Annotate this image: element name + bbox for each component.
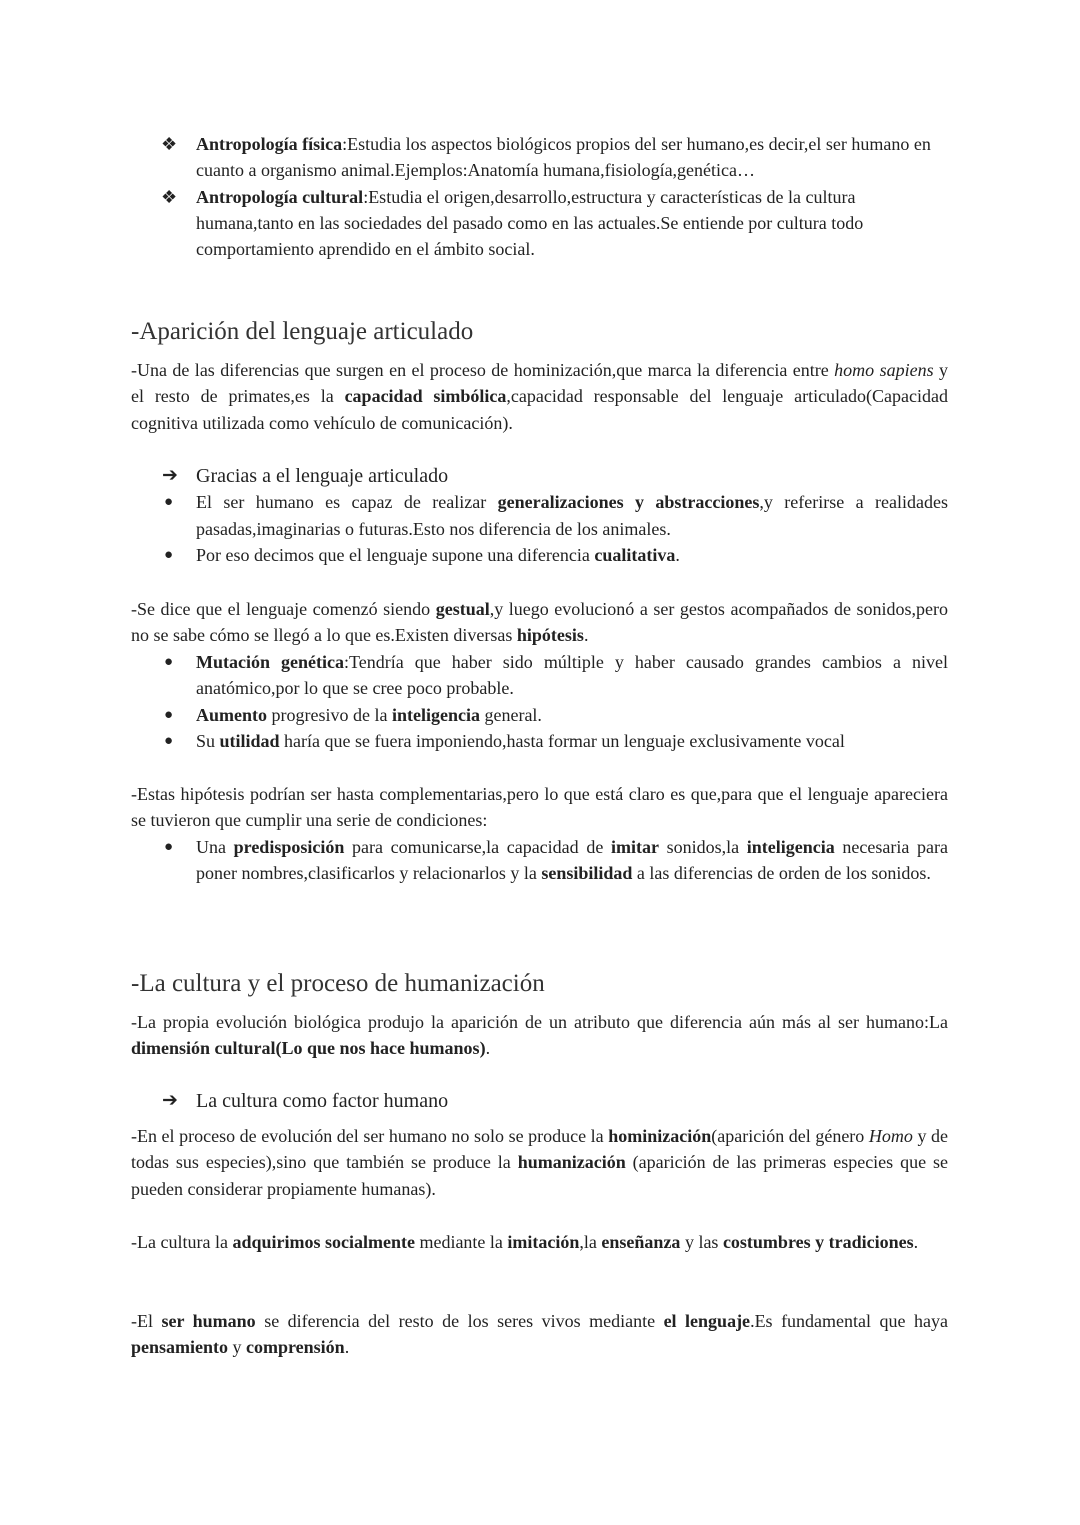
language-list xyxy=(162,463,948,568)
culture-list xyxy=(162,1088,948,1114)
bullet-icon: ● xyxy=(164,839,174,855)
diamond-bullet-icon: ❖ xyxy=(161,186,178,207)
paragraph: -Estas hipótesis podrían ser hasta complementarias,pero lo que está claro es que,para que el lenguaje apareciera se tuvieron que cumplir una serie de condiciones: xyxy=(131,784,948,831)
bullet-icon: ● xyxy=(164,706,174,723)
list-item xyxy=(161,184,948,263)
paragraph: -La cultura la adquirimos socialmente mediante la imitación,la enseñanza y las costumbres y tradiciones. xyxy=(131,1232,919,1252)
bullet-icon: ● xyxy=(164,546,174,563)
hypotheses-list xyxy=(164,649,948,754)
bullet-icon: ● xyxy=(164,654,174,670)
term: Antropología cultural xyxy=(196,186,364,207)
paragraph: -En el proceso de evolución del ser humano no solo se produce la hominización(aparición del género Homo y de todas sus especies),sino que también se produce la humanización (aparición de las primeras especies que se pueden considerar propiamente humanas). xyxy=(131,1126,948,1199)
conditions-list xyxy=(164,834,948,887)
term: Antropología física xyxy=(196,134,343,154)
definition: :Estudia el origen,desarrollo,estructura y características de la cultura humana,tanto en las sociedades del pasado como en las actuales.Se entiende por cultura todo comportamiento aprendido en el ámbito social. xyxy=(196,186,864,260)
list-item: ➔ Gracias a el lenguaje articulado xyxy=(196,463,948,489)
arrow-bullet-icon: ➔ xyxy=(162,465,178,486)
section-heading: -La cultura y el proceso de humanización xyxy=(131,970,545,997)
paragraph: -Se dice que el lenguaje comenzó siendo gestual,y luego evolucionó a ser gestos acompañados de sonidos,pero no se sabe cómo se llegó a lo que es.Existen diversas hipótesis. xyxy=(131,599,948,646)
list-item xyxy=(161,131,948,184)
definition: :Estudia los aspectos biológicos propios del ser humano,es decir,el ser humano en cuanto a organismo animal.Ejemplos:Anatomía humana,fisiología,genética… xyxy=(196,134,931,181)
list-item: ● Por eso decimos que el lenguaje supone una diferencia cualitativa. xyxy=(196,542,948,568)
list-item: ● El ser humano es capaz de realizar generalizaciones y abstracciones,y referirse a realidades pasadas,imaginarias o futuras.Esto nos diferencia de los animales. xyxy=(196,489,948,542)
list-item: ● Su utilidad haría que se fuera imponiendo,hasta formar un lenguaje exclusivamente vocal xyxy=(196,728,948,754)
bullet-icon: ● xyxy=(164,732,174,749)
arrow-bullet-icon: ➔ xyxy=(162,1090,178,1111)
paragraph: -Una de las diferencias que surgen en el proceso de hominización,que marca la diferencia entre homo sapiens y el resto de primates,es la capacidad simbólica,capacidad responsable del lenguaje articulado(Capacidad cognitiva utilizada como vehículo de comunicación). xyxy=(131,360,949,433)
list-item: ● Mutación genética:Tendría que haber sido múltiple y haber causado grandes cambios a nivel anatómico,por lo que se cree poco probable. xyxy=(196,649,948,702)
bullet-icon: ● xyxy=(164,494,174,511)
paragraph: -La propia evolución biológica produjo la aparición de un atributo que diferencia aún más al ser humano:La dimensión cultural(Lo que nos hace humanos). xyxy=(131,1012,948,1059)
list-item: ● Una predisposición para comunicarse,la capacidad de imitar sonidos,la inteligencia necesaria para poner nombres,clasificarlos y relacionarlos y la sensibilidad a las diferencias de orden de los sonidos. xyxy=(196,834,948,887)
list-item: ● Aumento progresivo de la inteligencia general. xyxy=(196,702,948,728)
anthropology-list xyxy=(161,131,948,262)
section-heading: -Aparición del lenguaje articulado xyxy=(131,318,474,345)
paragraph: -El ser humano se diferencia del resto de los seres vivos mediante el lenguaje.Es fundamental que haya pensamiento y comprensión. xyxy=(131,1311,948,1358)
diamond-bullet-icon: ❖ xyxy=(161,134,178,154)
list-item: ➔ La cultura como factor humano xyxy=(196,1088,948,1114)
